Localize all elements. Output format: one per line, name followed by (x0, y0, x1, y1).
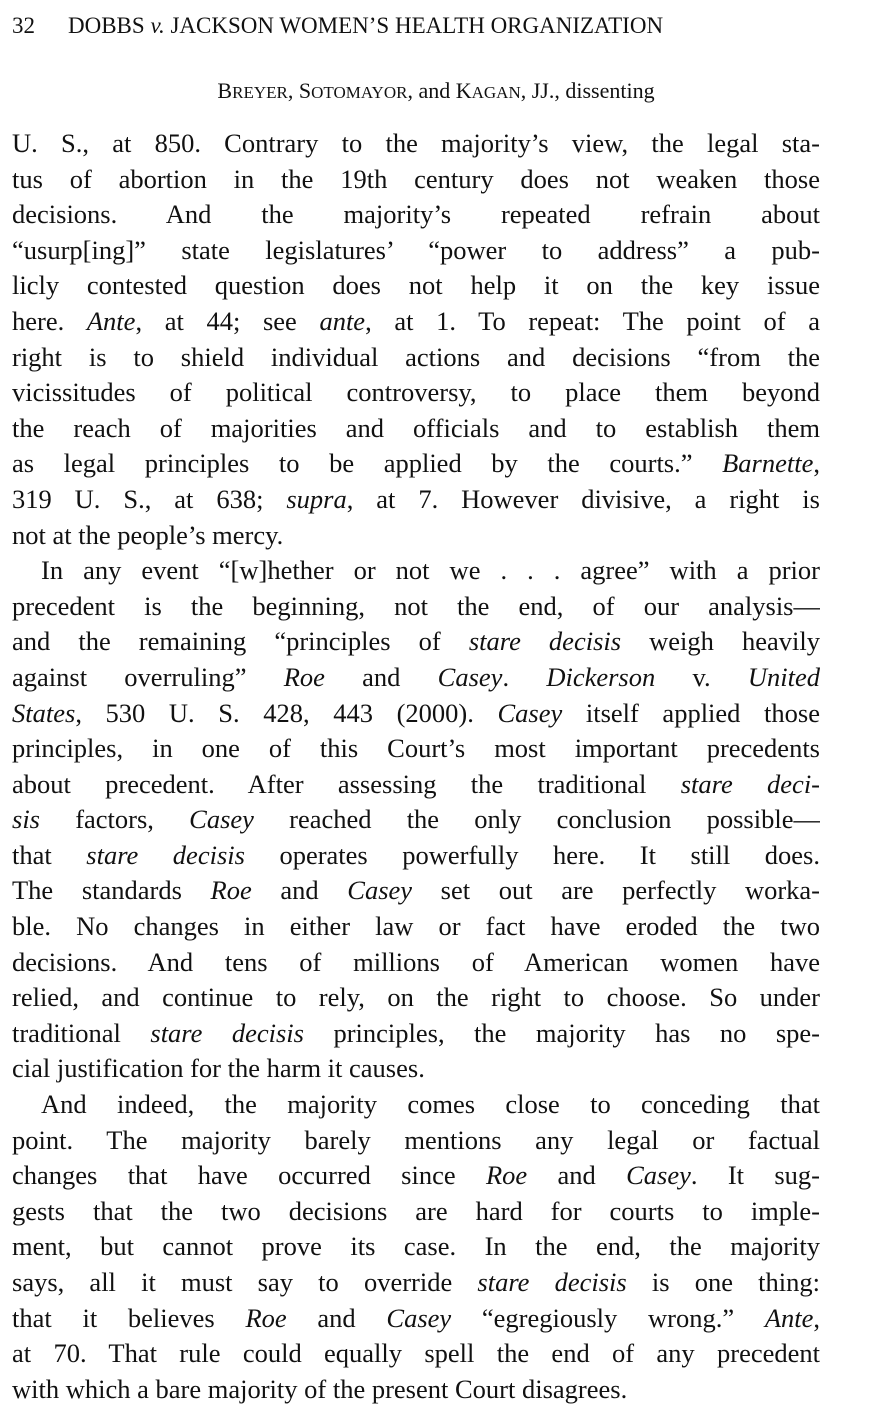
text-run: “usurp[ing]” state legislatures’ “power to address” a pub- (12, 234, 820, 265)
text-run: about precedent. After assessing the traditional (12, 768, 681, 799)
text-line (12, 1372, 820, 1408)
text-line (12, 660, 820, 696)
text-run: decisions. And the majority’s repeated refrain about (12, 199, 820, 230)
text-run: weigh heavily (621, 626, 820, 657)
text-run: , at 7. However divisive, a right is (346, 483, 820, 514)
italic-text: Casey (497, 697, 563, 728)
italic-text: Roe (485, 1160, 528, 1191)
italic-text: Casey (189, 804, 254, 835)
italic-text: Casey (347, 875, 413, 906)
case-title: DOBBS v. JACKSON WOMEN’S HEALTH ORGANIZATION (68, 13, 664, 38)
text-line (12, 873, 820, 909)
text-line (12, 268, 820, 304)
italic-text: States (12, 697, 76, 728)
text-line (12, 553, 820, 589)
text-run: , 530 U. S. 428, 443 (2000). (75, 697, 498, 728)
text-run: , (813, 448, 820, 479)
opinion-body-text (12, 126, 820, 1407)
italic-text: Roe (245, 1302, 287, 1333)
text-run: that it believes (12, 1302, 246, 1333)
text-run: and (527, 1160, 627, 1191)
text-line (12, 162, 820, 198)
text-run: with which a bare majority of the present Court disagrees. (12, 1373, 628, 1404)
text-run: at 70. That rule could equally spell the end of any precedent (12, 1338, 820, 1369)
text-run: principles, the majority has no spe- (303, 1017, 820, 1048)
text-run: . It sug- (690, 1160, 820, 1191)
italic-text: sis (12, 804, 40, 835)
text-run: right is to shield individual actions and decisions “from the (12, 341, 820, 372)
italic-text: Ante (764, 1302, 814, 1333)
text-line (12, 518, 820, 554)
text-run: not at the people’s mercy. (12, 519, 284, 550)
text-run: says, all it must say to override (12, 1267, 478, 1297)
text-run: v. (655, 661, 748, 692)
text-line (12, 446, 820, 482)
text-run: and (286, 1302, 387, 1333)
italic-text: Roe (210, 875, 252, 906)
text-run: . (502, 661, 547, 692)
text-run: licly contested question does not help it on the key issue (12, 270, 820, 301)
text-run: ment, but cannot prove its case. In the end, the majority (12, 1231, 820, 1262)
italic-text: stare decisis (150, 1017, 304, 1048)
text-run: factors, (40, 804, 190, 835)
italic-text: supra (286, 483, 347, 514)
text-run: vicissitudes of political controversy, to place them beyond (12, 377, 820, 408)
text-run: , (813, 1302, 820, 1333)
text-run: decisions. And tens of millions of American women have (12, 946, 820, 977)
text-line (12, 126, 820, 162)
text-line (12, 1229, 820, 1265)
text-run: the reach of majorities and officials and to establish them (12, 412, 820, 443)
opinion-attribution: BREYER, SOTOMAYOR, and KAGAN, JJ., dissenting (217, 78, 655, 103)
text-run: that (12, 839, 87, 870)
text-line (12, 1336, 820, 1372)
text-line (12, 1016, 820, 1052)
text-run: The standards (12, 875, 211, 906)
text-run: and the remaining “principles of (12, 626, 469, 657)
italic-text: Dickerson (546, 661, 656, 692)
text-line (12, 197, 820, 233)
italic-text: stare deci- (680, 768, 820, 799)
text-line (12, 767, 820, 803)
text-run: reached the only conclusion possible— (253, 804, 820, 835)
text-run: precedent is the beginning, not the end, of our analysis— (12, 590, 820, 621)
text-line (12, 980, 820, 1016)
italic-text: stare decisis (477, 1267, 627, 1297)
italic-text: Casey (626, 1160, 691, 1191)
italic-text: Ante (86, 305, 136, 336)
text-run: set out are perfectly worka- (412, 875, 820, 906)
text-line (12, 1051, 820, 1087)
text-run: operates powerfully here. It still does. (244, 839, 820, 870)
text-line (12, 1194, 820, 1230)
text-run: and (251, 875, 348, 906)
text-run: itself applied those (562, 697, 820, 728)
text-run: And indeed, the majority comes close to conceding that (41, 1089, 820, 1120)
text-line (12, 482, 820, 518)
text-run: here. (12, 305, 87, 336)
text-run: “egregiously wrong.” (451, 1302, 765, 1333)
text-line (12, 375, 820, 411)
text-line (12, 589, 820, 625)
text-run: gests that the two decisions are hard for courts to imple- (12, 1195, 820, 1226)
text-run: In any event “[w]hether or not we . . . agree” with a prior (41, 555, 820, 586)
text-line (12, 411, 820, 447)
text-line (12, 304, 820, 340)
italic-text: Barnette (722, 448, 814, 479)
text-run: changes that have occurred since (12, 1160, 486, 1191)
text-line (12, 1301, 820, 1337)
text-run: is one thing: (626, 1267, 820, 1297)
text-run: ble. No changes in either law or fact have eroded the two (12, 911, 820, 942)
text-line (12, 1123, 820, 1159)
text-line (12, 340, 820, 376)
italic-text: Roe (283, 661, 325, 692)
italic-text: stare decisis (86, 839, 245, 870)
text-line (12, 1087, 820, 1123)
text-run: , at 44; see (135, 305, 320, 336)
page-number: 32 (12, 13, 35, 38)
text-run: as legal principles to be applied by the courts.” (12, 448, 723, 479)
italic-text: Casey (437, 661, 503, 692)
text-line (12, 624, 820, 660)
text-line (12, 838, 820, 874)
text-run: relied, and continue to rely, on the right to choose. So under (12, 982, 820, 1013)
text-run: against overruling” (12, 661, 284, 692)
text-run: cial justification for the harm it causes. (12, 1053, 425, 1084)
text-line (12, 731, 820, 767)
text-line (12, 1265, 820, 1301)
italic-text: United (747, 661, 820, 692)
text-run: traditional (12, 1017, 151, 1048)
italic-text: stare decisis (468, 626, 622, 657)
italic-text: Casey (386, 1302, 452, 1333)
text-run: principles, in one of this Court’s most important precedents (12, 733, 820, 764)
text-line (12, 802, 820, 838)
text-run: and (324, 661, 438, 692)
text-run: , at 1. To repeat: The point of a (365, 305, 820, 336)
text-line (12, 233, 820, 269)
text-line (12, 909, 820, 945)
text-run: U. S., at 850. Contrary to the majority’s view, the legal sta- (12, 128, 820, 158)
text-line (12, 696, 820, 732)
text-line (12, 1158, 820, 1194)
text-line (12, 945, 820, 981)
text-run: 319 U. S., at 638; (12, 483, 287, 514)
italic-text: ante (319, 305, 366, 336)
text-run: point. The majority barely mentions any legal or factual (12, 1124, 820, 1155)
running-head (12, 12, 812, 40)
text-run: tus of abortion in the 19th century does not weaken those (12, 163, 820, 194)
